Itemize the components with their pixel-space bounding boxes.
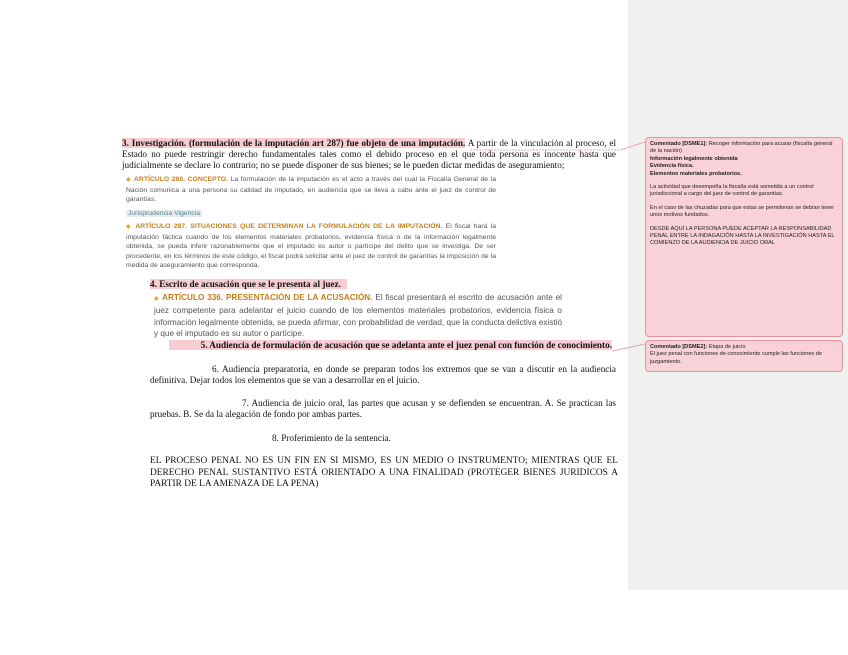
comment-1-paragraph-1: La actividad que desempeña la fiscalía está sometida a un control jurisdiccional a cargo del juez de control de garantías.	[650, 184, 814, 198]
section-8-paragraph	[272, 433, 572, 444]
comment-1-author: Comentado [DSME1]:	[650, 141, 708, 147]
article-286-tag: ARTÍCULO 286. CONCEPTO.	[134, 176, 228, 183]
comment-2-author: Comentado [DSME2]:	[650, 344, 708, 350]
comment-1-paragraph-3: DESDE AQUÍ LA PERSONA PUEDE ACEPTAR LA RESPONSABILIDAD PENAL ENTRE LA INDAGACIÓN HASTA LA INVESTIGACIÓN HASTA EL COMIENZO DE LA AUDIENCIA DE JUICIO ORAL	[650, 225, 835, 247]
comment-1-bold-1: Información legalmente obtenida	[650, 155, 738, 162]
comment-2-intro: Etapa de juicio	[708, 344, 746, 350]
section-3-paragraph	[122, 138, 616, 171]
closing-paragraph	[150, 456, 618, 491]
comment-1[interactable]	[645, 137, 843, 337]
article-287-text: El fiscal hará la imputación fáctica cuando de los elementos materiales probatorios, evidencia física o de la información legalmente obtenida, se pueda inferir razonablemente que el imputado es autor o partícipe del delito que se investiga. De ser procedente, en los términos de este código, el fiscal podrá solicitar ante el juez de control de garantías la imposición de la medida de aseguramiento que corresponda.	[126, 223, 497, 269]
article-287-tag: ARTÍCULO 287. SITUACIONES QUE DETERMINAN LA FORMULACIÓN DE LA IMPUTACIÓN.	[135, 223, 443, 230]
comment-1-paragraph-2: En el caso de las chuzadas para que estas se permitieran se debían tener unos motivos fundados.	[650, 204, 835, 219]
section-5-heading: 5. Audiencia de formulación de acusación que se adelanta ante el juez penal con función de conocimiento.	[169, 340, 612, 350]
comment-1-bold-2: Evidencia física.	[650, 163, 694, 170]
diamond-icon: ◆	[154, 296, 160, 302]
article-336	[154, 292, 562, 340]
section-6-paragraph	[150, 364, 616, 386]
section-7-paragraph	[150, 398, 616, 420]
diamond-icon: ◆	[126, 177, 132, 183]
article-286	[126, 175, 496, 205]
section-4-heading-line	[150, 279, 450, 290]
section-8-text: 8. Proferimiento de la sentencia.	[272, 433, 391, 443]
section-3-heading: 3. Investigación. (formulación de la imputación art 287) fue objeto de una imputación.	[122, 138, 466, 148]
jurisprudencia-link[interactable]: Jurisprudencia Vigencia	[128, 210, 201, 217]
comment-1-bold-3: Elementos materiales probatorios.	[650, 170, 742, 177]
section-4-heading: 4. Escrito de acusación que se le presenta al juez.	[150, 279, 347, 289]
article-286-text: La formulación de la imputación es el acto a través del cual la Fiscalía General de la Nación comunica a una persona su calidad de imputado, en audiencia que se lleva a cabo ante el juez de control de garantías.	[126, 176, 497, 203]
article-336-tag: ARTÍCULO 336. PRESENTACIÓN DE LA ACUSACIÓN.	[162, 293, 373, 302]
section-7-text: 7. Audiencia de juicio oral, las partes que acusan y se defienden se encuentran. A. Se practican las pruebas. B. Se da la alegación de fondo por ambas partes.	[150, 398, 616, 419]
closing-text: EL PROCESO PENAL NO ES UN FIN EN SI MISMO, ES UN MEDIO O INSTRUMENTO; MIENTRAS QUE EL DERECHO PENAL SUSTANTIVO ESTÁ ORIENTADO A UNA FINALIDAD (PROTEGER BIENES JURIDICOS A PARTIR DE LA AMENAZA DE LA PENA)	[150, 456, 618, 490]
diamond-icon: ◆	[126, 224, 133, 230]
comment-2-paragraph-1: El juez penal con funciones de conocimiento cumple las funciones de juzgamiento.	[650, 351, 822, 365]
section-5-line	[150, 340, 612, 351]
section-3-text: A partir de la vinculación al proceso, el Estado no puede restringir derecho fundamentales tales como el debido proceso en el que toda persona es inocente hasta que judicialmente se declare lo contrario; no se puede disponer de sus bienes; se le pueden dictar medidas de aseguramiento;	[122, 138, 616, 170]
section-6-text: 6. Audiencia preparatoria, en donde se preparan todos los extremos que se van a discutir en la audiencia definitiva. Dejar todos los elementos que se van a desarrollar en el juicio.	[150, 364, 616, 385]
comment-2[interactable]	[645, 340, 843, 372]
article-336-text: El fiscal presentará el escrito de acusación ante el juez competente para adelantar el juicio cuando de los elementos materiales probatorios, evidencia física o información legalmente obtenida, se pueda afirmar, con probabilidad de verdad, que la conducta delictiva existió y que el imputado es su autor o partícipe.	[154, 293, 562, 339]
comment-1-intro: Recoger información para acusar (fiscalía general de la nación)	[650, 141, 833, 155]
article-287	[126, 222, 496, 271]
